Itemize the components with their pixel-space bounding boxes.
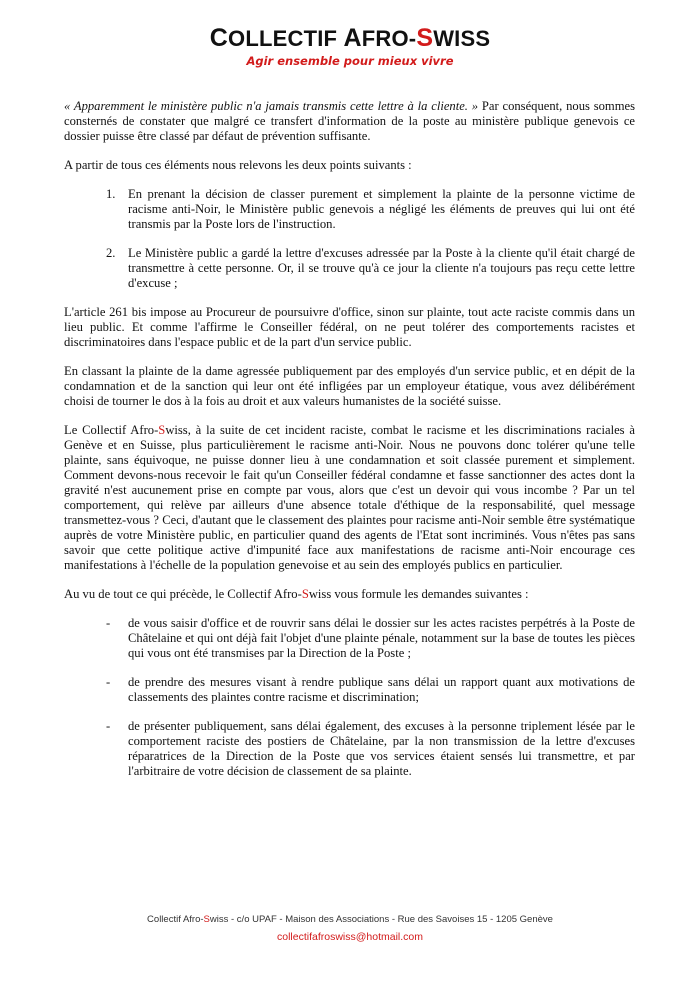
paragraph-collectif: Le Collectif Afro-Swiss, à la suite de cet incident raciste, combat le racisme et les discriminations raciales à Genève et en Suisse, plus particulièrement le racisme anti-Noir. Nous ne pouvons donc tolérer qu'une telle plainte, sans équivoque, ne puisse donner lieu à une condamnation et soit classée purement et simplement. Comment devons-nous recevoir le fait qu'un Conseiller fédéral condamne et fasse sanctionner des actes dont la gravité n'est aucunement prise en compte par vous, alors que c'est un devoir qui vous incombe ? Par un tel comportement, qui relève par ailleurs d'une absence totale d'éthique de la responsabilité, quel message transmettez-vous ? Ceci, d'autant que le classement des plaintes pour racisme anti-Noir semble être systématique auprès de votre Ministère public, en particulier quand des agents de l'Etat sont incriminés. Vous n'êtes pas sans savoir que cette politique active d'impunité face aux manifestations de racisme anti-Noir encourage ces manifestations à l'échelle de la population genevoise et au sein des employés publics en particulier. [64,423,635,572]
list-number: 1. [106,187,116,201]
list-number: 2. [106,246,116,260]
paragraph-intro: « Apparemment le ministère public n'a jamais transmis cette lettre à la cliente. » Par conséquent, nous sommes consternés de constater que malgré ce transfert d'information de la poste au ministère publique genevois ce dossier puisse être classé par défaut de prévention suffisante. [64,99,635,143]
letter-body [64,99,635,793]
paragraph-points-intro: A partir de tous ces éléments nous relevons les deux points suivants : [64,158,412,172]
list-item [64,719,635,779]
demands-list [64,616,635,779]
quote-text: « Apparemment le ministère public n'a jamais transmis cette lettre à la cliente. » [64,99,479,113]
list-item-text: En prenant la décision de classer purement et simplement la plainte de la personne victime de racisme anti-Noir, le Ministère public genevois a négligé les éléments de preuves qui lui ont été transmis par la Poste lors de l'instruction. [128,187,635,231]
tagline: Agir ensemble pour mieux vivre [246,54,454,68]
footer-address: Collectif Afro-Swiss - c/o UPAF - Maison des Associations - Rue des Savoises 15 - 1205 Genève [147,914,553,925]
list-item-text: de vous saisir d'office et de rouvrir sans délai le dossier sur les actes racistes perpétrés à la Poste de Châtelaine et qui ont déjà fait l'objet d'une plainte pénale, notamment sur la base de toutes les pièces qui vous ont été transmises par la Direction de la Poste ; [128,616,635,660]
footer-email-link[interactable]: collectifafroswiss@hotmail.com [276,931,424,943]
letterhead [0,26,700,68]
list-bullet: - [106,675,111,689]
list-item-text: de présenter publiquement, sans délai également, des excuses à la personne triplement lésée par le comportement raciste des postiers de Châtelaine, par la non transmission de la lettre d'excuses réparatrices de la Direction de la Poste que vos services étaient sensés lui transmettre, et par l'arbitraire de votre décision de classement de sa plainte. [128,719,635,778]
organization-logo: COLLECTIF AFRO-SWISS [209,24,491,52]
numbered-points-list [64,187,635,291]
paragraph-classement: En classant la plainte de la dame agressée publiquement par des employés d'un service public, et en dépit de la condamnation et de la sanction qui leur ont été infligées par un employeur étatique, vous avez délibérément choisi de tourner le dos à la fois au droit et aux valeurs humanistes de la société suisse. [64,364,635,408]
list-item [64,616,635,661]
list-bullet: - [106,719,111,733]
list-item [64,187,635,232]
list-item-text: de prendre des mesures visant à rendre publique sans délai un rapport quant aux motivations de classements des plaintes contre racisme et discrimination; [128,675,635,704]
list-item-text: Le Ministère public a gardé la lettre d'excuses adressée par la Poste à la cliente qu'il était chargé de transmettre à cette personne. Or, il se trouve qu'à ce jour la cliente n'a toujours pas reçu cette lettre d'excuse ; [128,246,635,290]
list-item [64,246,635,291]
list-bullet: - [106,616,111,630]
paragraph-demands-intro: Au vu de tout ce qui précède, le Collectif Afro-Swiss vous formule les demandes suivantes : [64,587,529,601]
page-footer [0,914,700,943]
list-item [64,675,635,705]
paragraph-article-261bis: L'article 261 bis impose au Procureur de poursuivre d'office, sinon sur plainte, tout acte raciste commis dans un lieu public. Et comme l'affirme le Conseiller fédéral, on ne peut tolérer des comportements racistes et discriminatoires dans l'espace public et de la part d'un service public. [64,305,635,349]
